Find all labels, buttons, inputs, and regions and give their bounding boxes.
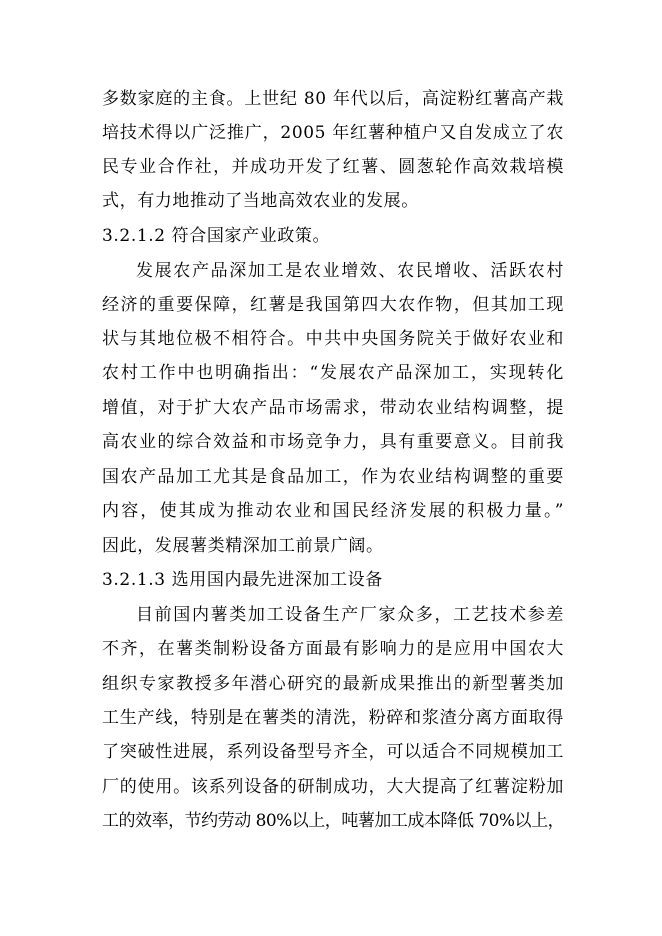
text-line: 目前国内薯类加工设备生产厂家众多，工艺技术参差 [136, 605, 564, 625]
text-line: 因此，发展薯类精深加工前景广阔。 [102, 536, 384, 556]
text-line: 不齐，在薯类制粉设备方面最有影响力的是应用中国农大 [102, 639, 564, 659]
text-line: 高农业的综合效益和市场竞争力，具有重要意义。目前我 [102, 432, 564, 452]
text-line: 发展农产品深加工是农业增效、农民增收、活跃农村 [136, 261, 564, 281]
text-line: 培技术得以广泛推广，2005 年红薯种植户又自发成立了农 [102, 123, 564, 143]
text-line: 多数家庭的主食。上世纪 80 年代以后，高淀粉红薯高产栽 [102, 89, 564, 109]
section-heading: 3.2.1.2 符合国家产业政策。 [102, 226, 331, 246]
text-line: 状与其地位极不相符合。中共中央国务院关于做好农业和 [102, 329, 564, 349]
text-line: 增值，对于扩大农产品市场需求，带动农业结构调整，提 [102, 398, 564, 418]
text-line: 厂的使用。该系列设备的研制成功，大大提高了红薯淀粉加 [102, 777, 564, 797]
text-line: 了突破性进展，系列设备型号齐全，可以适合不同规模加工 [102, 742, 564, 762]
text-line: 民专业合作社，并成功开发了红薯、圆葱轮作高效栽培模 [102, 157, 564, 177]
text-line: 国农产品加工尤其是食品加工，作为农业结构调整的重要 [102, 467, 564, 487]
section-heading: 3.2.1.3 选用国内最先进深加工设备 [102, 570, 383, 590]
text-line: 内容，使其成为推动农业和国民经济发展的积极力量。” [102, 501, 564, 521]
text-line: 工的效率，节约劳动 80%以上，吨薯加工成本降低 70%以上， [102, 811, 564, 831]
text-line: 农村工作中也明确指出：“发展农产品深加工，实现转化 [102, 363, 564, 383]
text-line: 组织专家教授多年潜心研究的最新成果推出的新型薯类加 [102, 674, 564, 694]
text-line: 工生产线，特别是在薯类的清洗，粉碎和浆渣分离方面取得 [102, 708, 564, 728]
text-line: 经济的重要保障，红薯是我国第四大农作物，但其加工现 [102, 295, 564, 315]
text-line: 式，有力地推动了当地高效农业的发展。 [102, 191, 419, 211]
